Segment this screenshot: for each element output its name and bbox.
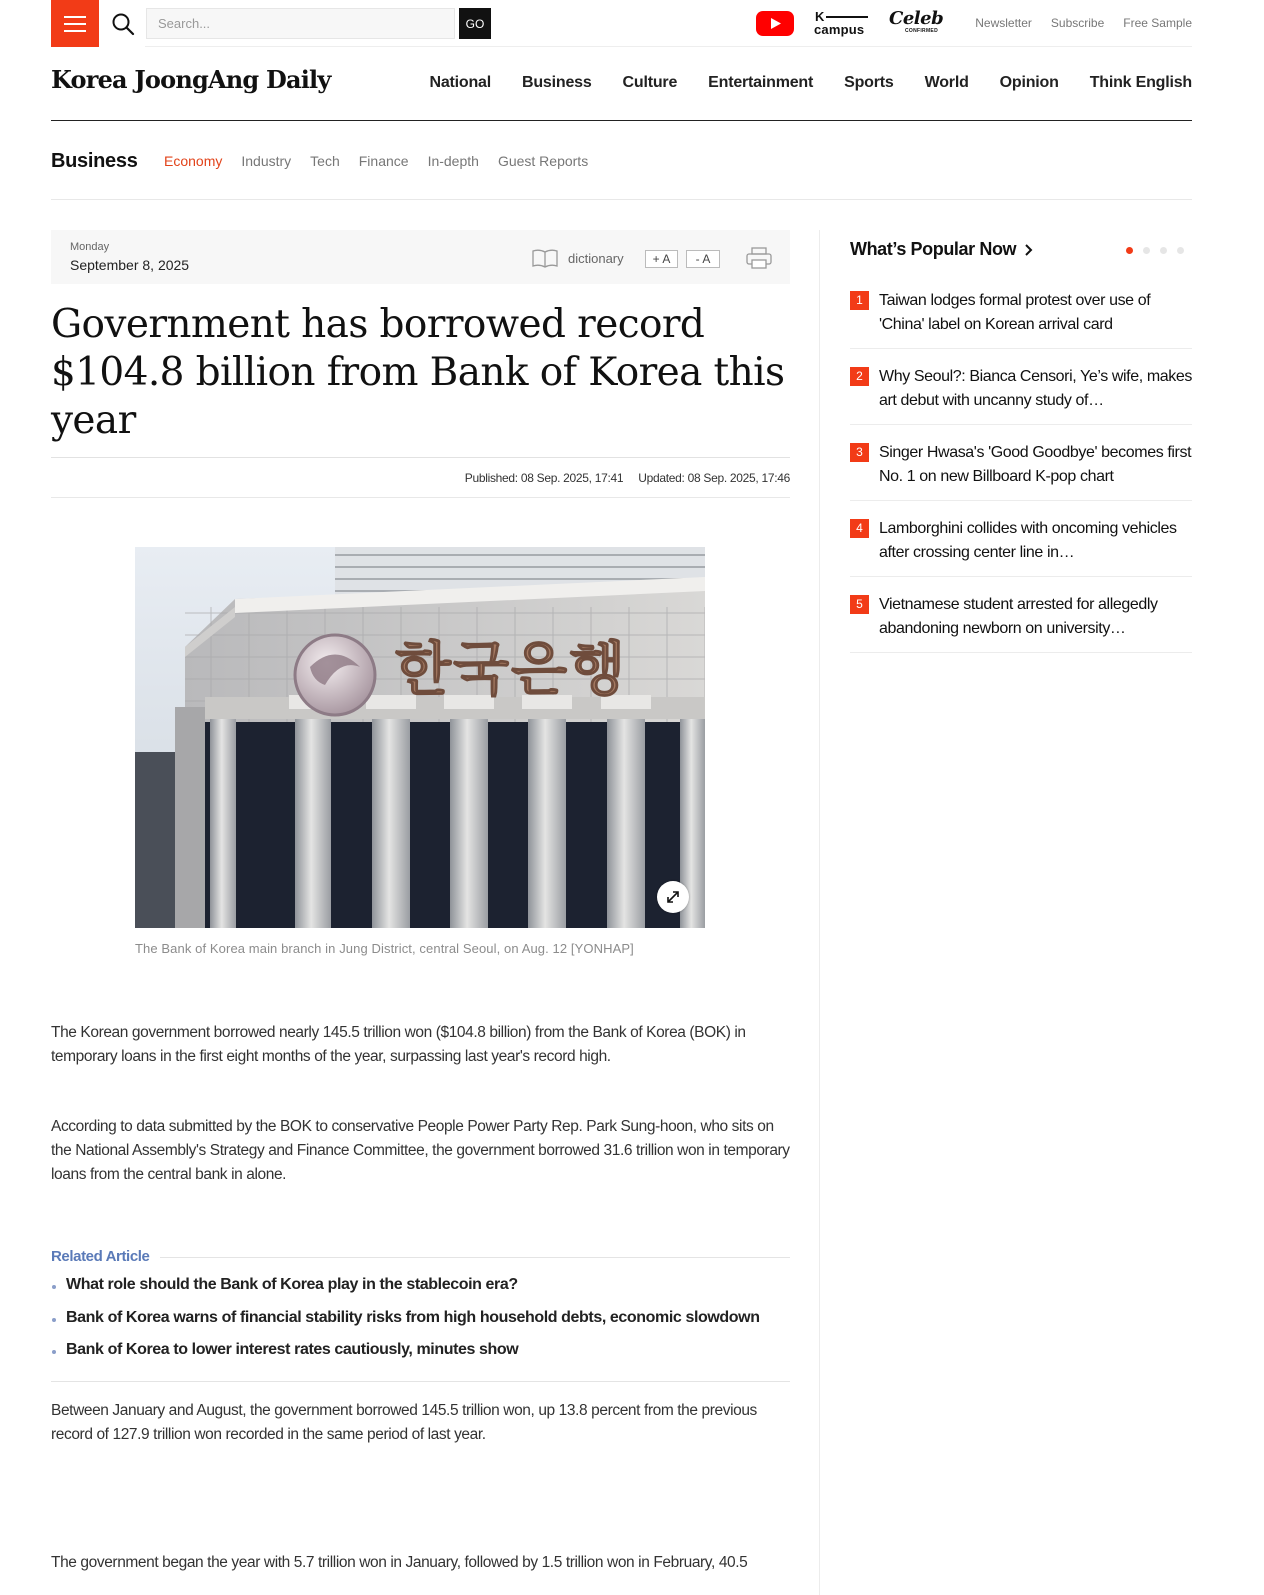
article-paragraph: The government began the year with 5.7 trillion won in January, followed by 1.5 trillion won in February, 40.5 [51, 1554, 748, 1571]
nav-world[interactable]: World [924, 74, 969, 91]
youtube-icon[interactable] [756, 11, 794, 36]
popular-rank: 4 [850, 519, 869, 538]
nav-sports[interactable]: Sports [844, 74, 894, 91]
celeb-sub: CONFIRMED [905, 28, 938, 34]
kcampus-line [826, 16, 868, 18]
topbar-divider [145, 46, 1192, 47]
related-article-label: Related Article [51, 1248, 150, 1265]
publish-rule [51, 497, 790, 498]
related-article-line [160, 1257, 790, 1258]
nav-opinion[interactable]: Opinion [999, 74, 1059, 91]
publish-info [465, 471, 790, 485]
dictionary-icon[interactable] [532, 248, 558, 268]
headline-rule [51, 457, 790, 458]
article-paragraph: Between January and August, the government borrowed 145.5 trillion won, up 13.8 percent from the previous record of 127.9 trillion won recorded in the same period of last year. [51, 1402, 757, 1443]
kcampus-k: K [815, 9, 825, 24]
site-logo[interactable]: Korea JoongAng Daily [51, 65, 331, 94]
top-bar [0, 0, 1264, 47]
popular-list [850, 273, 1192, 653]
article-paragraph: According to data submitted by the BOK to conservative People Power Party Rep. Park Sung-hoon, who sits on the National Assembly's Strategy and Finance Committee, the government borrowed 31.6 trillion won in temporary loans from the central bank in alone. [51, 1118, 790, 1183]
popular-item[interactable] [850, 273, 1192, 349]
subnav-in-depth[interactable]: In-depth [427, 153, 479, 169]
subnav-economy[interactable]: Economy [164, 153, 223, 169]
popular-carousel-dots [1126, 247, 1184, 254]
free-sample-link[interactable]: Free Sample [1123, 16, 1192, 30]
masthead-rule [51, 120, 1192, 121]
expand-icon [665, 889, 681, 905]
menu-button[interactable] [51, 0, 99, 47]
search-icon[interactable] [111, 12, 135, 36]
popular-now-title[interactable] [850, 239, 1034, 260]
carousel-dot[interactable] [1177, 247, 1184, 254]
related-article-link[interactable]: Bank of Korea to lower interest rates cautiously, minutes show [51, 1341, 790, 1374]
go-button[interactable]: GO [459, 8, 491, 39]
article-toolbar [51, 230, 790, 284]
popular-item[interactable] [850, 425, 1192, 501]
related-article-link[interactable]: Bank of Korea warns of financial stability risks from high household debts, economic slowdown [51, 1309, 790, 1342]
nav-culture[interactable]: Culture [622, 74, 678, 91]
font-increase-button[interactable]: + A [645, 250, 678, 268]
related-article-link[interactable]: What role should the Bank of Korea play in the stablecoin era? [51, 1276, 790, 1309]
subscribe-link[interactable]: Subscribe [1050, 16, 1105, 30]
popular-title: Why Seoul?: Bianca Censori, Ye’s wife, makes art debut with uncanny study of… [879, 368, 1192, 409]
popular-item[interactable] [850, 501, 1192, 577]
popular-title: Taiwan lodges formal protest over use of 'China' label on Korean arrival card [879, 292, 1151, 333]
popular-title: Singer Hwasa's 'Good Goodbye' becomes first No. 1 on new Billboard K-pop chart [879, 444, 1192, 485]
chevron-right-icon [1024, 243, 1034, 257]
menu-icon-line [64, 16, 86, 18]
popular-title: Vietnamese student arrested for allegedly abandoning newborn on university… [879, 596, 1158, 637]
popular-item[interactable] [850, 577, 1192, 653]
search-input[interactable] [146, 8, 455, 39]
nav-business[interactable]: Business [522, 74, 592, 91]
celeb-logo[interactable] [888, 8, 944, 38]
popular-rank: 3 [850, 443, 869, 462]
subnav-guest-reports[interactable]: Guest Reports [497, 153, 589, 169]
published-time: Published: 08 Sep. 2025, 17:41 [464, 471, 624, 485]
main-nav [429, 74, 1192, 92]
article-paragraph: The Korean government borrowed nearly 145.5 trillion won ($104.8 billion) from the Bank of Korea (BOK) in temporary loans in the first eight months of the year, surpassing last year's record high. [51, 1024, 746, 1065]
updated-time: Updated: 08 Sep. 2025, 17:46 [638, 471, 790, 485]
font-decrease-button[interactable]: - A [686, 250, 720, 268]
date-day: Monday [70, 241, 110, 253]
utility-links [975, 16, 1192, 30]
print-icon[interactable] [746, 247, 772, 269]
kcampus-logo[interactable] [814, 9, 870, 39]
popular-item[interactable] [850, 349, 1192, 425]
carousel-dot[interactable] [1143, 247, 1150, 254]
article-headline: Government has borrowed record $104.8 billion from Bank of Korea this year [51, 302, 785, 443]
nav-think-english[interactable]: Think English [1089, 74, 1192, 91]
subnav-tech[interactable]: Tech [310, 153, 340, 169]
subnav-finance[interactable]: Finance [358, 153, 409, 169]
kcampus-word: campus [814, 22, 865, 37]
dictionary-label[interactable]: dictionary [568, 251, 624, 266]
subnav-industry[interactable]: Industry [241, 153, 292, 169]
related-article-rule [51, 1381, 790, 1382]
menu-icon-line [64, 30, 86, 32]
newsletter-link[interactable]: Newsletter [975, 16, 1032, 30]
related-article-list [51, 1276, 790, 1374]
carousel-dot[interactable] [1126, 247, 1133, 254]
menu-icon-line [64, 23, 86, 25]
popular-title: Lamborghini collides with oncoming vehicles after crossing center line in… [879, 520, 1177, 561]
celeb-word: Celeb [889, 8, 944, 29]
popular-rank: 2 [850, 367, 869, 386]
section-rule [51, 199, 1192, 200]
date-full: September 8, 2025 [70, 257, 190, 273]
expand-photo-button[interactable] [657, 881, 689, 913]
popular-rank: 1 [850, 291, 869, 310]
popular-rank: 5 [850, 595, 869, 614]
bank-sign-text: 한국은행 [395, 635, 628, 703]
nav-entertainment[interactable]: Entertainment [708, 74, 814, 91]
section-subnav [164, 153, 588, 169]
popular-now-label: What’s Popular Now [850, 239, 1017, 259]
article-photo[interactable] [135, 547, 705, 928]
nav-national[interactable]: National [429, 74, 491, 91]
carousel-dot[interactable] [1160, 247, 1167, 254]
column-divider [819, 230, 820, 1595]
photo-caption: The Bank of Korea main branch in Jung District, central Seoul, on Aug. 12 [YONHAP] [135, 941, 634, 956]
bank-of-korea-building-photo [135, 547, 705, 928]
section-title[interactable]: Business [51, 150, 138, 172]
